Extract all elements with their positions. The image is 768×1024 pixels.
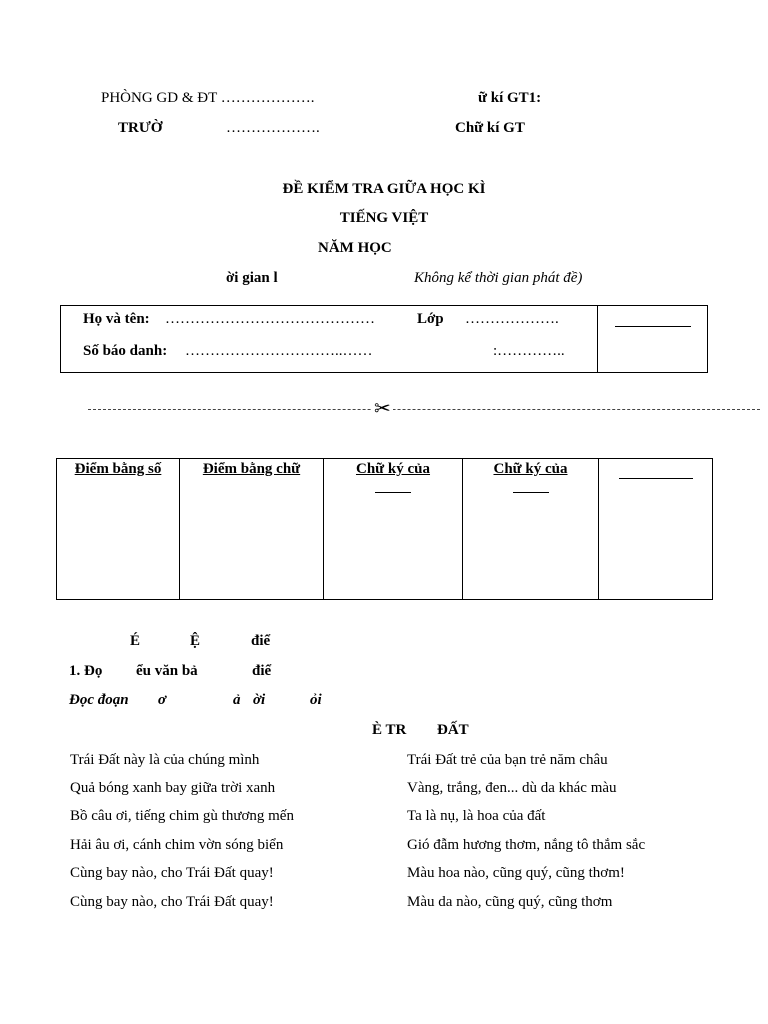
poem-right-line-5: Màu hoa nào, cũng quý, cũng thơm! [407,865,625,881]
poem-right-line-3: Ta là nụ, là hoa của đất [407,808,546,824]
score-number-cell[interactable] [57,459,180,600]
poem-left-line-6: Cùng bay nào, cho Trái Đất quay! [70,894,274,910]
student-name-field[interactable]: …………………………………… [165,311,375,327]
poem-left-line-2: Quả bóng xanh bay giữa trời xanh [70,780,276,796]
school-label: TRƯỜ [118,120,163,136]
instruction-part1: Đọc đoạn [69,692,129,708]
examiner1-signature-header: Chữ ký của [355,461,431,477]
poem-title-part2: ĐẤT [437,722,469,738]
school-year-label: NĂM HỌC [318,240,392,256]
student-info-box [60,305,708,373]
blank-cell-line [619,478,693,479]
poem-left-line-4: Hải âu ơi, cánh chim vờn sóng biển [70,837,284,853]
section-heading-part1: É [130,633,141,649]
poem-left-line-5: Cùng bay nào, cho Trái Đất quay! [70,865,274,881]
duration-note: Không kể thời gian phát đề) [414,270,583,286]
candidate-extra-field[interactable]: :………….. [493,343,565,359]
info-box-divider [597,306,598,372]
class-field[interactable]: ………………. [465,311,559,327]
examiner1-signature-line [375,492,411,493]
instruction-part5: ỏi [310,692,322,708]
poem-right-line-2: Vàng, trắng, đen... dù da khác màu [407,780,617,796]
score-words-cell[interactable] [180,459,324,600]
section-heading-part2: Ệ [190,633,201,649]
instruction-part4: ời [253,692,266,708]
poem-title-part1: È TR [372,722,407,738]
poem-right-line-1: Trái Đất trẻ của bạn trẻ năm châu [407,752,608,768]
score-table [56,458,713,600]
question1-part3: điể [252,663,272,679]
score-words-header: Điểm bằng chữ [202,461,301,477]
section-heading-part3: điể [251,633,271,649]
subject-title: TIẾNG VIỆT [339,210,429,226]
poem-left-line-3: Bồ câu ơi, tiếng chim gù thương mến [70,808,294,824]
examiner2-signature-header: Chữ ký của [493,461,568,477]
poem-right-line-4: Gió đẫm hương thơm, nắng tô thắm sắc [407,837,646,853]
student-name-label: Họ và tên: [83,311,150,327]
blank-cell [599,459,713,600]
poem-left-line-1: Trái Đất này là của chúng mình [70,752,260,768]
department-label: PHÒNG GD & ĐT ………………. [101,90,315,106]
class-label: Lớp [417,311,444,327]
instruction-part3: ả [233,692,241,708]
instruction-part2: ơ [158,692,167,708]
exam-title: ĐỀ KIỂM TRA GIỮA HỌC KÌ [282,181,486,197]
examiner1-signature-cell[interactable] [324,459,463,600]
supervisor2-signature-label: Chữ kí GT [455,120,525,136]
score-number-header: Điểm bằng số [74,461,162,477]
duration-label: ời gian l [226,270,278,286]
scissors-icon: ✂ [374,396,391,420]
question1-part2: ểu văn bả [136,663,198,679]
examiner2-signature-line [513,492,549,493]
poem-right-line-6: Màu da nào, cũng quý, cũng thơm [407,894,613,910]
candidate-number-field[interactable]: …………………………..…… [185,343,373,359]
info-box-blank-line [615,326,691,327]
school-dots: ………………. [226,120,320,136]
examiner2-signature-cell[interactable] [463,459,599,600]
question1-part1: 1. Đọ [69,663,103,679]
candidate-number-label: Số báo danh: [83,343,168,359]
supervisor1-signature-label: ữ kí GT1: [478,90,542,106]
cut-line [88,409,760,410]
